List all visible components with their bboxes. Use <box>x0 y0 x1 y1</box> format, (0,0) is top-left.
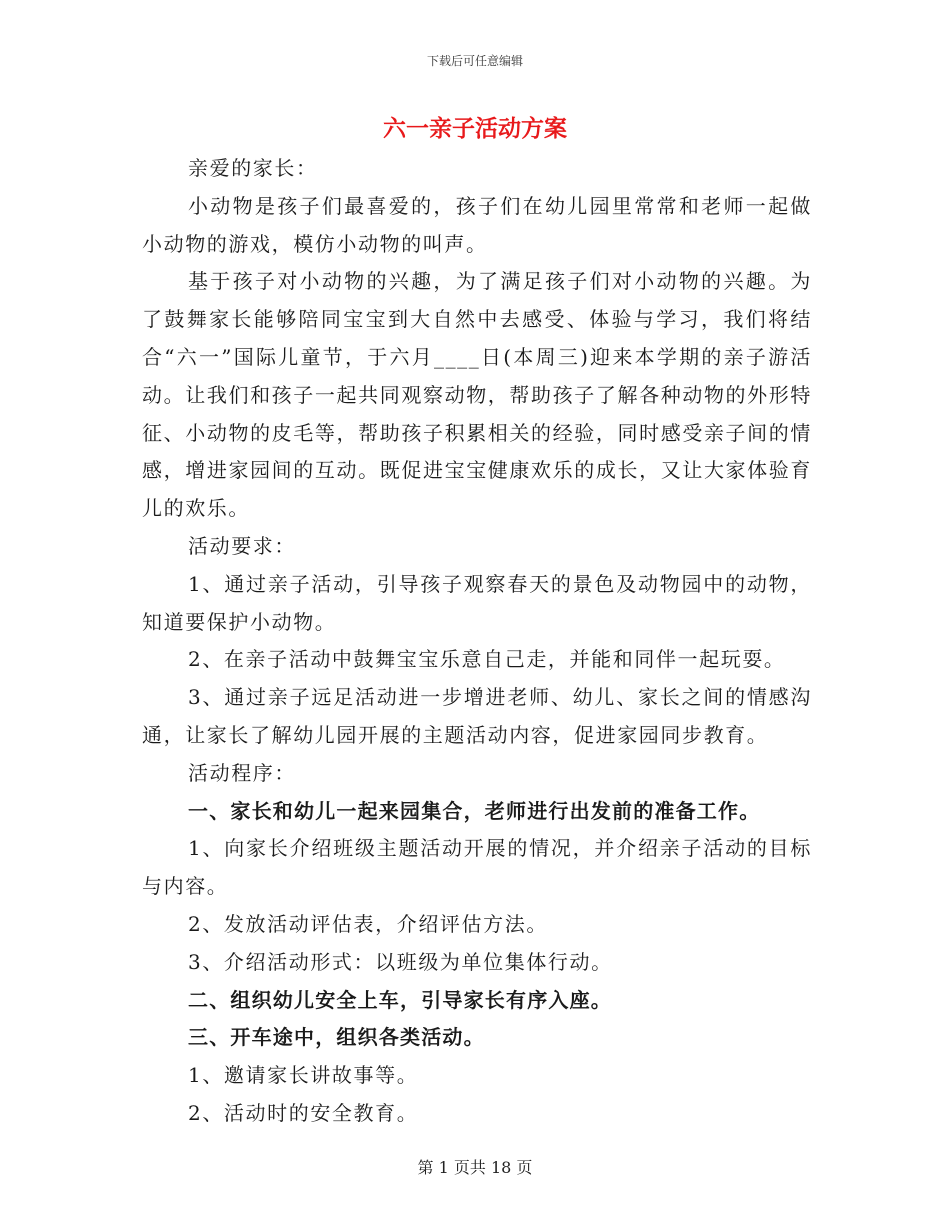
procedure-step-3-item-2: 2、活动时的安全教育。 <box>188 1100 419 1125</box>
requirement-item-3: 3、通过亲子远足活动进一步增进老师、幼儿、家长之间的情感沟通，让家长了解幼儿园开展的主题活动内容，促进家园同步教育。 <box>142 685 812 747</box>
document-title: 六一亲子活动方案 <box>383 116 567 142</box>
paragraph-salutation: 亲爱的家长： <box>188 156 318 180</box>
procedure-step-1-item-1: 1、向家长介绍班级主题活动开展的情况，并介绍亲子活动的目标与内容。 <box>142 836 812 899</box>
procedure-step-1-item-3: 3、介绍活动形式：以班级为单位集体行动。 <box>188 949 613 974</box>
procedure-step-1-item-2: 2、发放活动评估表，介绍评估方法。 <box>188 911 548 936</box>
section-heading-requirements: 活动要求： <box>188 533 296 558</box>
page-footer: 第 1 页共 18 页 <box>417 1158 533 1177</box>
procedure-step-2-heading: 二、组织幼儿安全上车，引导家长有序入座。 <box>188 987 612 1012</box>
procedure-step-3-heading: 三、开车途中，组织各类活动。 <box>188 1025 485 1050</box>
requirement-item-1: 1、通过亲子活动，引导孩子观察春天的景色及动物园中的动物，知道要保护小动物。 <box>142 571 812 634</box>
procedure-step-1-heading: 一、家长和幼儿一起来园集合，老师进行出发前的准备工作。 <box>188 798 761 823</box>
requirement-item-2: 2、在亲子活动中鼓舞宝宝乐意自己走，并能和同伴一起玩耍。 <box>188 647 786 672</box>
section-heading-procedure: 活动程序： <box>188 760 296 785</box>
procedure-step-3-item-1: 1、邀请家长讲故事等。 <box>188 1063 419 1088</box>
paragraph-purpose: 基于孩子对小动物的兴趣，为了满足孩子们对小动物的兴趣。为了鼓舞家长能够陪同宝宝到大自然中去感受、体验与学习，我们将结合“六一”国际儿童节，于六月____日(本周三)迎来本学期的亲子游活动。让我们和孩子一起共同观察动物，帮助孩子了解各种动物的外形特征、小动物的皮毛等，帮助孩子积累相关的经验，同时感受亲子间的情感，增进家园间的互动。既促进宝宝健康欢乐的成长，又让大家体验育儿的欢乐。 <box>142 269 812 521</box>
paragraph-intro: 小动物是孩子们最喜爱的，孩子们在幼儿园里常常和老师一起做小动物的游戏，模仿小动物的叫声。 <box>142 193 812 256</box>
page-header: 下载后可任意编辑 <box>426 54 523 68</box>
document-body <box>142 150 812 1133</box>
